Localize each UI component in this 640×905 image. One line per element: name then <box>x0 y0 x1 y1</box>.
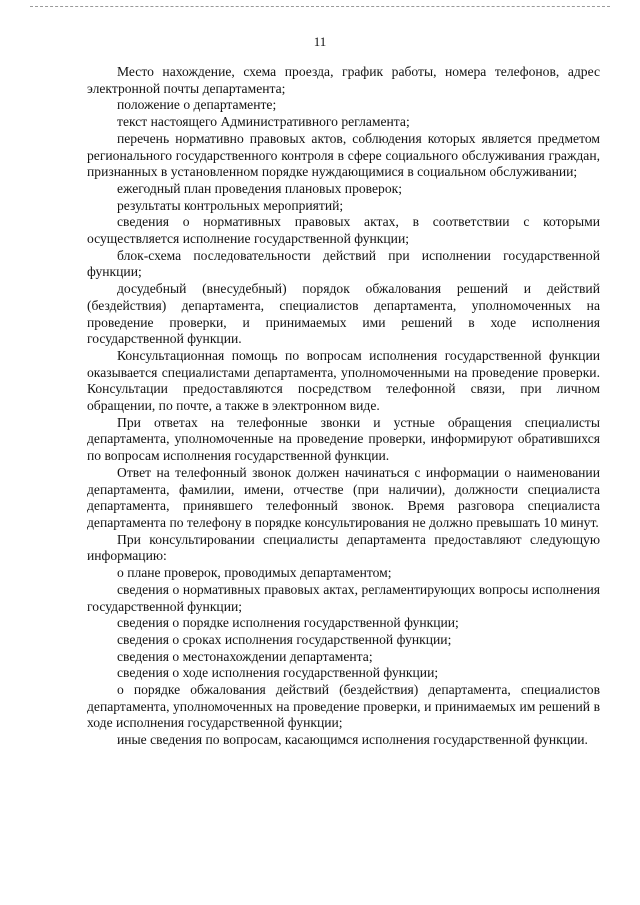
paragraph: сведения о нормативных правовых актах, регламентирующих вопросы исполнения государственной функции; <box>87 581 600 614</box>
paragraph: текст настоящего Административного регламента; <box>117 114 410 130</box>
paragraph: сведения о местонахождении департамента; <box>117 648 373 664</box>
paragraph: При ответах на телефонные звонки и устные обращения специалисты департамента, уполномоченные на проведение проверки, информируют обратившихся по вопросам исполнения государственной функции. <box>87 414 600 464</box>
paragraph: блок-схема последовательности действий при исполнении государственной функции; <box>87 247 600 280</box>
page-number: 11 <box>313 34 327 49</box>
paragraph: положение о департаменте; <box>117 97 277 113</box>
paragraph: сведения о сроках исполнения государственной функции; <box>117 631 452 647</box>
paragraph: сведения о нормативных правовых актах, в соответствии с которыми осуществляется исполнение государственной функции; <box>87 214 600 247</box>
paragraph: результаты контрольных мероприятий; <box>117 197 344 213</box>
paragraph: сведения о порядке исполнения государственной функции; <box>117 615 459 631</box>
paragraph: перечень нормативно правовых актов, соблюдения которых является предметом регионального государственного контроля в сфере социального обслуживания граждан, признанных в установленном порядке нуждающимися в социальном обслуживании; <box>87 130 600 180</box>
document-body <box>87 64 600 749</box>
paragraph: иные сведения по вопросам, касающимся исполнения государственной функции. <box>117 732 588 748</box>
paragraph: Место нахождение, схема проезда, график работы, номера телефонов, адрес электронной почты департамента; <box>87 64 600 96</box>
top-scan-edge <box>30 6 610 7</box>
paragraph: сведения о ходе исполнения государственной функции; <box>117 665 439 681</box>
paragraph: Ответ на телефонный звонок должен начинаться с информации о наименовании департамента, фамилии, имени, отчестве (при наличии), должности специалиста департамента, принявшего телефонный звонок. Время разговора специалиста департамента по телефону в порядке консультирования не должно превышать 10 минут. <box>87 464 600 530</box>
paragraph: ежегодный план проведения плановых проверок; <box>117 180 403 196</box>
paragraph: При консультировании специалисты департамента предоставляют следующую информацию: <box>87 531 600 564</box>
paragraph: Консультационная помощь по вопросам исполнения государственной функции оказывается специалистами департамента, уполномоченными на проведение проверки. Консультации предоставляются посредством телефонной связи, при личном обращении, по почте, а также в электронном виде. <box>87 347 600 414</box>
paragraph: о порядке обжалования действий (бездействия) департамента, специалистов департамента, уполномоченных на проведение проверки, и принимаемых им решений в ходе исполнения государственной функции; <box>87 682 600 731</box>
paragraph: досудебный (внесудебный) порядок обжалования решений и действий (бездействия) департамента, специалистов департамента, уполномоченных на проведение проверки, и принимаемых ими решений в ходе исполнения государственной функции. <box>87 281 600 347</box>
paragraph: о плане проверок, проводимых департаментом; <box>117 565 392 581</box>
